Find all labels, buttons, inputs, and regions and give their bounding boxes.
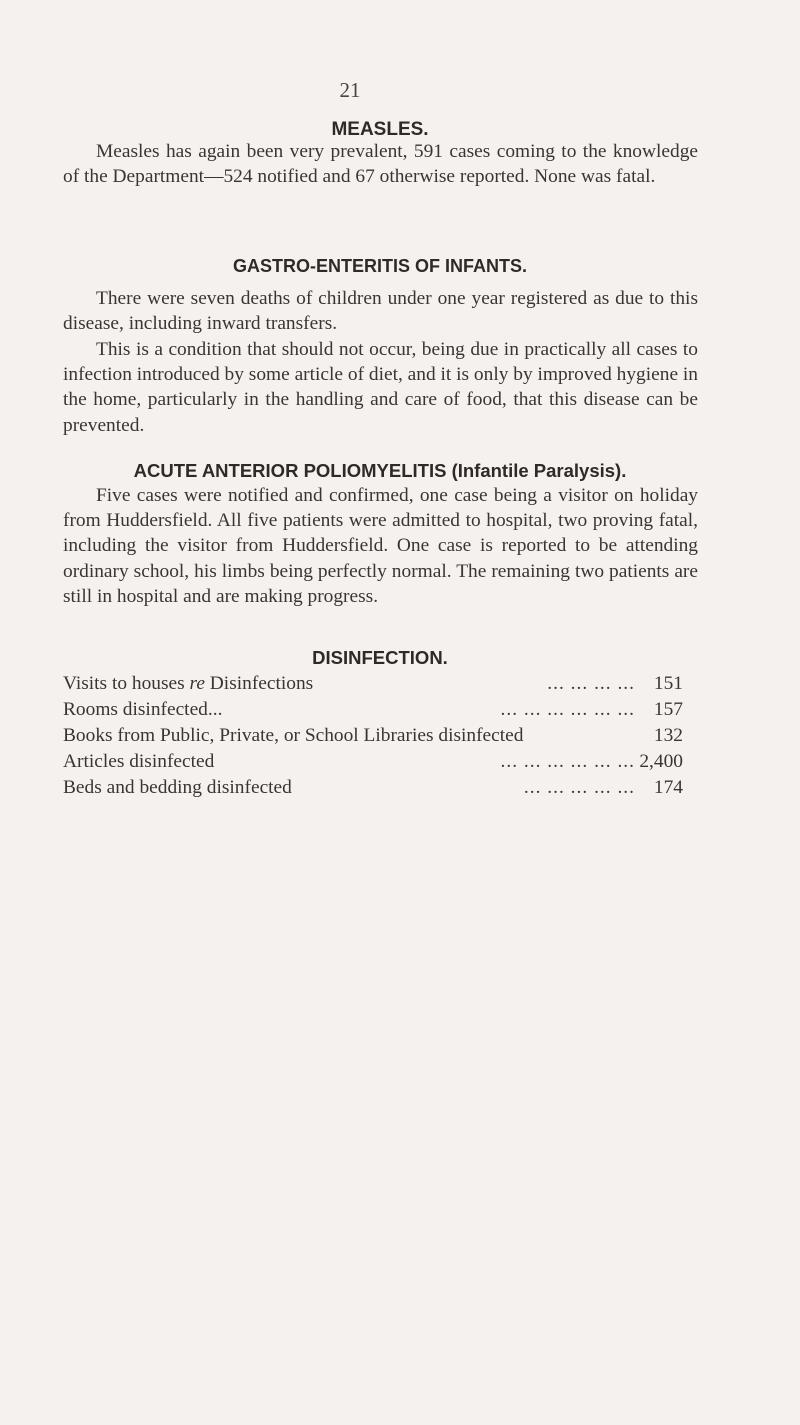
disinfection-heading: DISINFECTION. bbox=[312, 647, 448, 668]
disinfection-row bbox=[63, 749, 683, 775]
row-value: 151 bbox=[653, 673, 683, 694]
leader-dots: ... ... ... ... ... ... bbox=[500, 699, 635, 720]
measles-paragraph bbox=[63, 139, 698, 189]
row-label: Rooms disinfected... bbox=[63, 699, 223, 720]
disinfection-row bbox=[63, 697, 683, 723]
measles-text: Measles has again been very prevalent, 591 cases coming to the knowledge of the Department—524 notified and 67 otherwise reported. None was fatal. bbox=[63, 141, 698, 188]
row-label: Articles disinfected bbox=[63, 751, 215, 772]
row-value: 132 bbox=[653, 725, 683, 746]
page-number: 21 bbox=[339, 78, 361, 102]
gastro-enteritis-paragraph-1 bbox=[63, 286, 698, 336]
disinfection-row bbox=[63, 775, 683, 801]
gastro-enteritis-paragraph-2 bbox=[63, 337, 698, 438]
leader-dots: ... ... ... ... bbox=[547, 673, 635, 694]
leader-dots: ... ... ... ... ... ... bbox=[500, 751, 635, 772]
polio-text: Five cases were notified and confirmed, one case being a visitor on holiday from Huddersfield. All five patients were admitted to hospital, two proving fatal, including the visitor from Huddersfield. One case is reported to be attending ordinary school, his limbs being perfectly normal. The remaining two patients are still in hospital and are making progress. bbox=[63, 485, 698, 607]
row-label: Visits to houses re Disinfections bbox=[63, 673, 314, 694]
row-label: Beds and bedding disinfected bbox=[63, 777, 292, 798]
row-value: 2,400 bbox=[639, 751, 683, 772]
disinfection-list bbox=[63, 671, 683, 801]
row-value: 157 bbox=[653, 699, 683, 720]
row-value: 174 bbox=[653, 777, 683, 798]
row-label: Books from Public, Private, or School Libraries disinfected bbox=[63, 725, 524, 746]
leader-dots: ... ... ... ... ... bbox=[523, 777, 635, 798]
disinfection-row bbox=[63, 671, 683, 697]
gastro-text-1: There were seven deaths of children under one year registered as due to this disease, including inward transfers. bbox=[63, 288, 698, 335]
measles-heading: MEASLES. bbox=[331, 119, 429, 140]
poliomyelitis-heading: ACUTE ANTERIOR POLIOMYELITIS (Infantile Paralysis). bbox=[133, 460, 627, 481]
disinfection-row bbox=[63, 723, 683, 749]
gastro-enteritis-heading: GASTRO-ENTERITIS OF INFANTS. bbox=[232, 256, 527, 276]
gastro-text-2: This is a condition that should not occur, being due in practically all cases to infection introduced by some article of diet, and it is only by improved hygiene in the home, particularly in the handling and care of food, that this disease can be prevented. bbox=[63, 339, 698, 436]
poliomyelitis-paragraph bbox=[63, 483, 698, 609]
